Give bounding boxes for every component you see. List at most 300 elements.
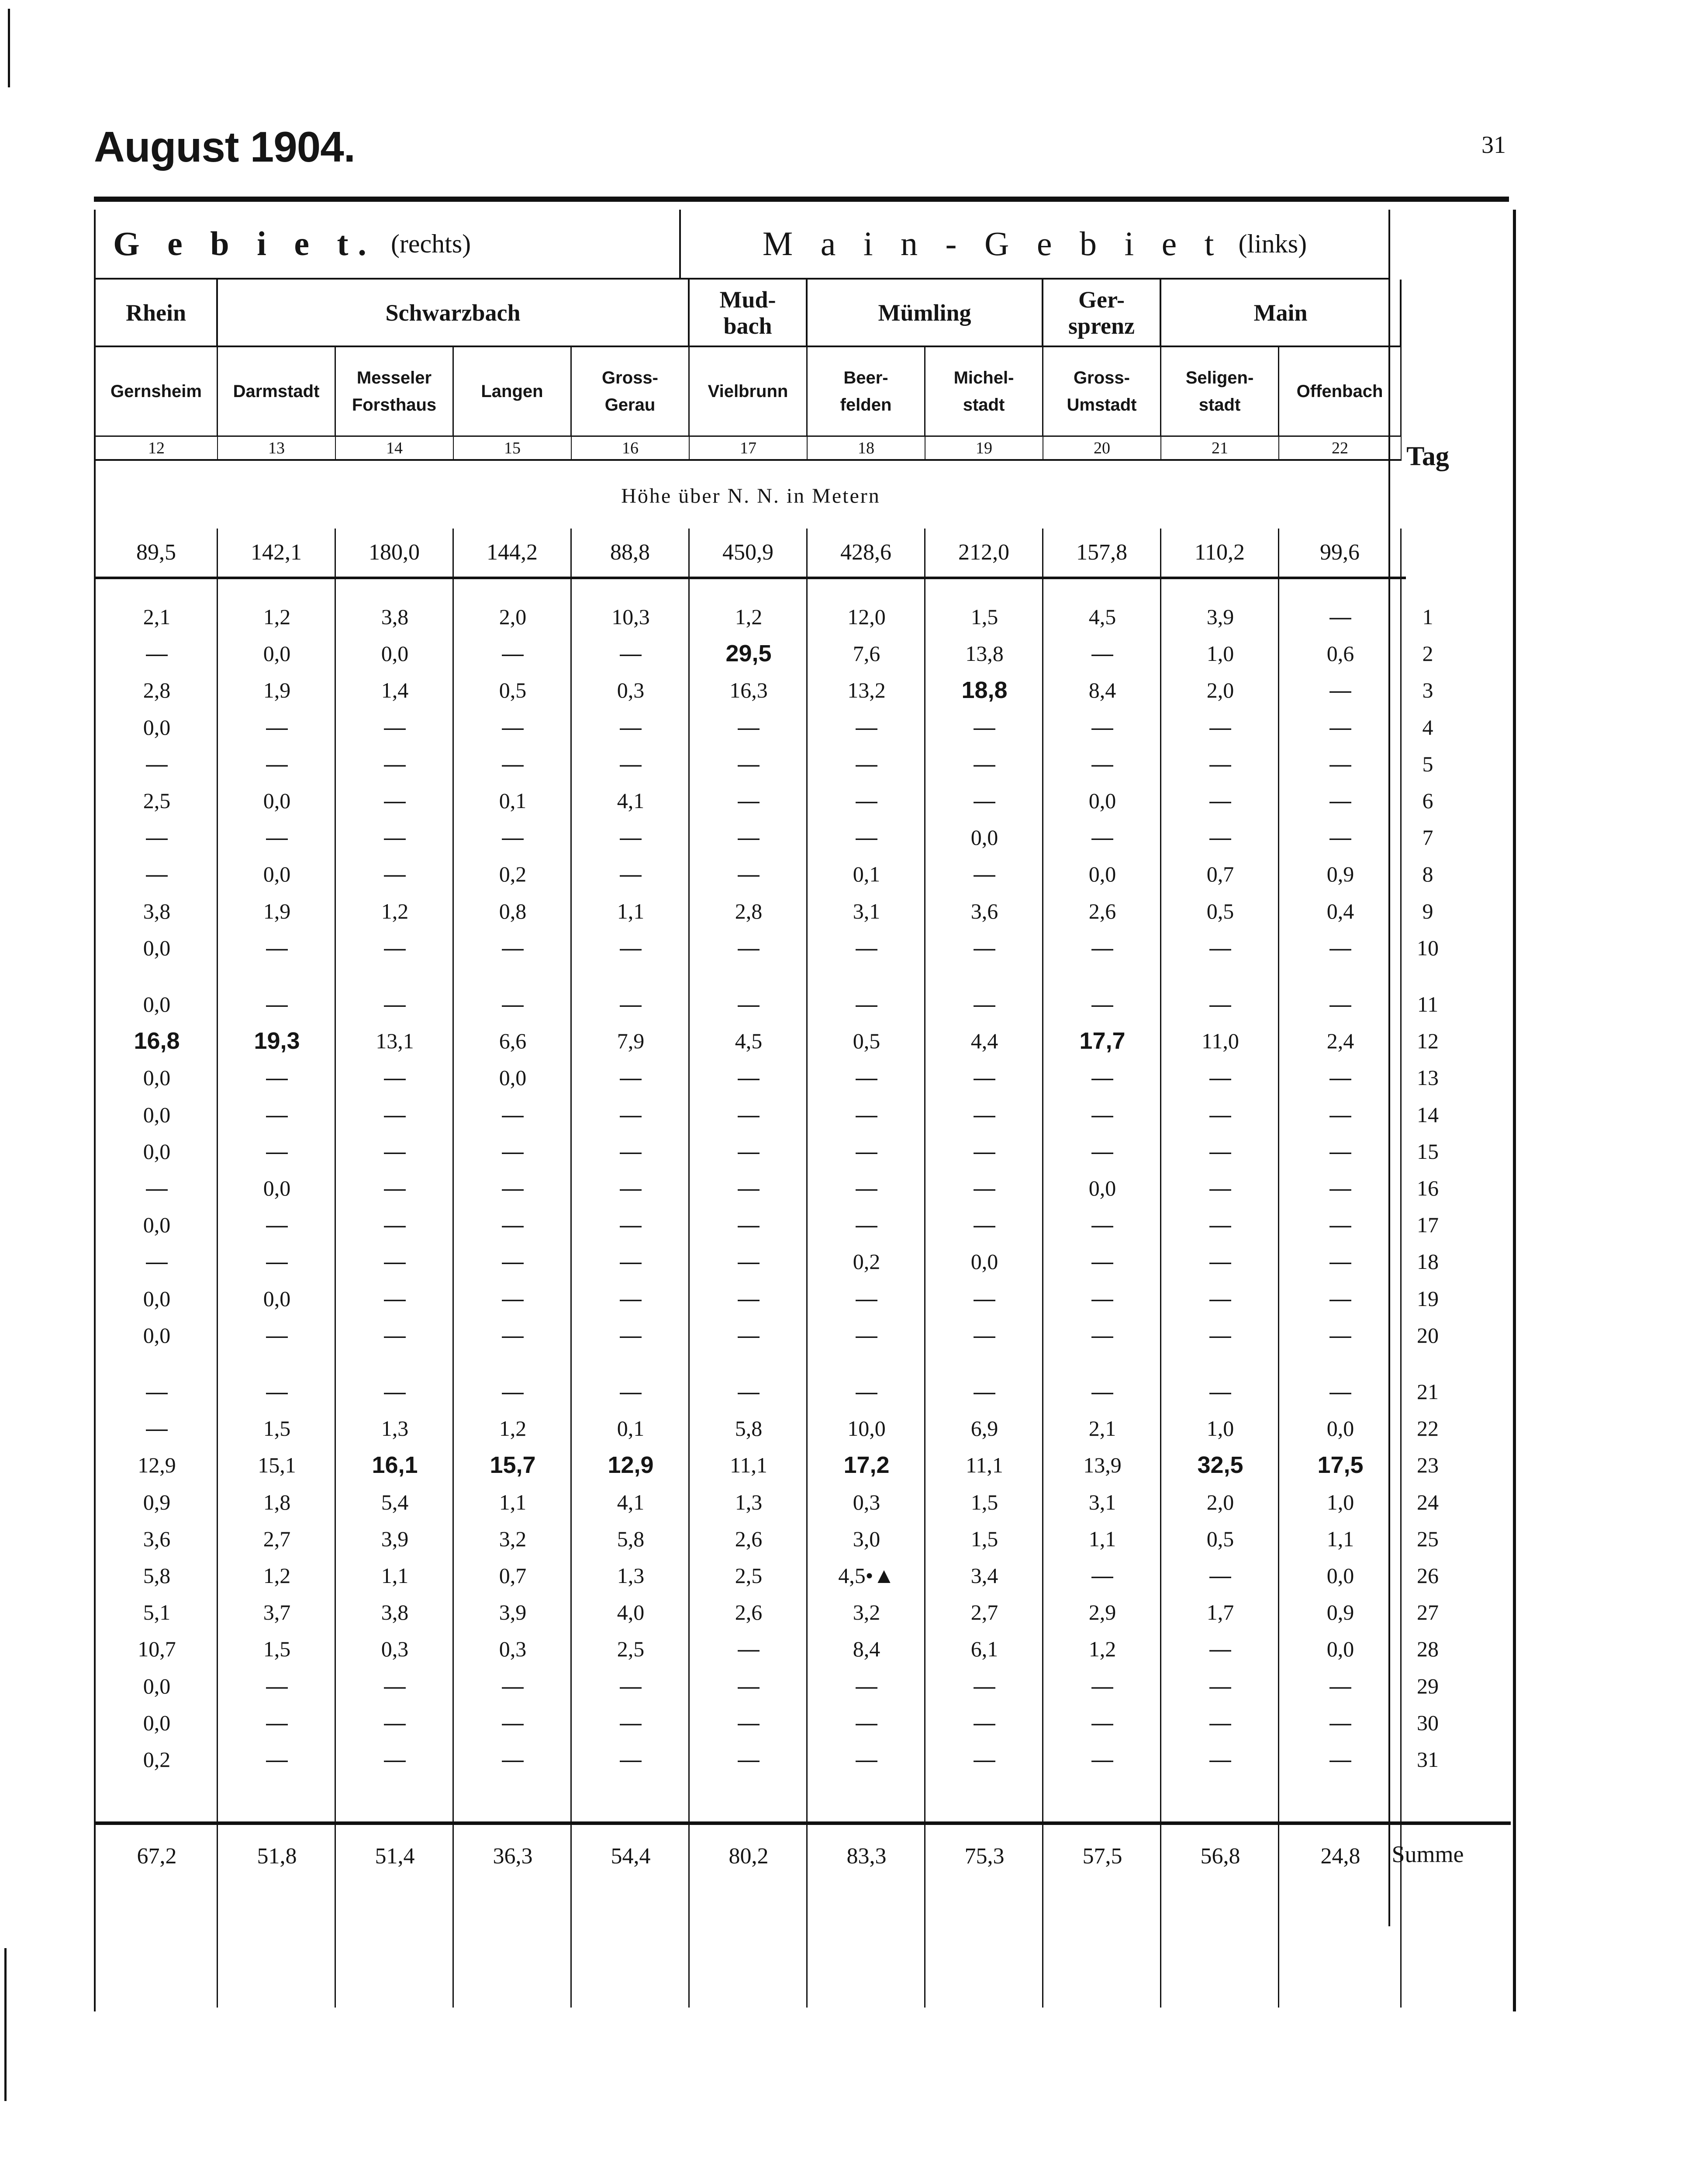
precip-value: —: [974, 1323, 995, 1348]
precip-value: —: [1329, 992, 1351, 1016]
precip-value: 0,0: [381, 641, 409, 666]
station-number: 18: [808, 437, 925, 461]
precip-value: 2,1: [1088, 1416, 1116, 1441]
precip-value: —: [974, 1673, 995, 1698]
precip-value: —: [146, 1379, 168, 1404]
table-row: [96, 1206, 1458, 1243]
precip-value: —: [1091, 1323, 1113, 1348]
precip-value: —: [266, 1065, 288, 1090]
precip-value: 0,0: [1326, 1563, 1354, 1588]
precip-value: 5,8: [143, 1563, 171, 1588]
precip-value: —: [1091, 1379, 1113, 1404]
precip-value: —: [974, 1102, 995, 1127]
table-row: [96, 1410, 1458, 1447]
precip-value: 0,0: [1088, 1176, 1116, 1200]
precip-value: 17,7: [1079, 1028, 1126, 1054]
precip-value: —: [974, 1747, 995, 1772]
precip-value: —: [1091, 1213, 1113, 1237]
precip-value: —: [266, 1102, 288, 1127]
page-title: August 1904.: [94, 123, 355, 171]
precip-value: 1,5: [970, 605, 998, 629]
precip-value: 3,6: [143, 1526, 171, 1551]
precip-value: —: [1329, 788, 1351, 813]
precip-value: —: [1329, 1323, 1351, 1348]
precip-value: 0,2: [143, 1747, 171, 1772]
precip-value: —: [1329, 1286, 1351, 1311]
precip-value: —: [856, 992, 877, 1016]
precip-value: 10,7: [138, 1637, 176, 1662]
precip-value: 0,5: [1206, 1526, 1234, 1551]
station-number: 16: [572, 437, 690, 461]
title-rule: [94, 197, 1509, 202]
precip-value: —: [620, 862, 642, 887]
precip-value: 0,2: [499, 862, 527, 887]
page-number: 31: [1481, 131, 1506, 159]
precip-value: 3,1: [853, 898, 880, 923]
precip-value: —: [738, 1637, 760, 1662]
table-row: [96, 746, 1458, 782]
precip-value: 7,6: [853, 641, 880, 666]
precip-value: 1,2: [381, 898, 409, 923]
table-row: [96, 1373, 1458, 1410]
station-number: 12: [96, 437, 218, 461]
precip-value: —: [620, 1286, 642, 1311]
precip-value: —: [384, 1379, 406, 1404]
precip-value: —: [620, 1673, 642, 1698]
station-altitude: 89,5: [96, 529, 218, 577]
day-number: 27: [1417, 1600, 1439, 1625]
precip-value: —: [502, 1379, 524, 1404]
precip-value: —: [1091, 1563, 1113, 1588]
precip-value: 0,5: [853, 1029, 880, 1054]
precip-value: —: [1091, 935, 1113, 960]
precip-value: —: [266, 935, 288, 960]
precip-value: 2,0: [1206, 1489, 1234, 1514]
precip-value: —: [856, 1102, 877, 1127]
precip-value: —: [384, 1176, 406, 1200]
precip-value: —: [384, 751, 406, 776]
precip-value: 0,0: [499, 1065, 527, 1090]
table-row: [96, 930, 1458, 966]
precip-value: —: [1329, 678, 1351, 703]
precip-value: —: [384, 825, 406, 850]
precip-value: —: [266, 1139, 288, 1164]
scan-edge-mark: [4, 1948, 7, 2101]
precip-value: 3,0: [853, 1526, 880, 1551]
precip-value: —: [738, 1176, 760, 1200]
precip-value: —: [146, 825, 168, 850]
precip-value: 0,0: [263, 1176, 291, 1200]
precip-value: —: [1209, 715, 1231, 740]
precip-value: —: [1329, 715, 1351, 740]
precip-value: 0,9: [143, 1489, 171, 1514]
precip-value: —: [1091, 825, 1113, 850]
precip-value: 0,0: [263, 788, 291, 813]
precip-value: —: [856, 935, 877, 960]
station-altitude: 157,8: [1043, 529, 1161, 577]
day-number: 9: [1422, 898, 1433, 923]
precip-value: 0,0: [143, 715, 171, 740]
table-row: [96, 1243, 1458, 1280]
table-row: [96, 1096, 1458, 1133]
summe-value: 83,3: [846, 1844, 887, 1869]
precip-value: —: [1209, 1379, 1231, 1404]
precip-value: 4,1: [617, 1489, 645, 1514]
precip-value: —: [1209, 1563, 1231, 1588]
altitude-title: Höhe über N. N. in Metern: [621, 484, 880, 508]
precip-value: 0,9: [1326, 1600, 1354, 1625]
precip-value: 7,9: [617, 1029, 645, 1054]
precip-value: 0,0: [143, 992, 171, 1016]
summe-value: 51,4: [375, 1844, 415, 1869]
day-number: 6: [1422, 788, 1433, 813]
table-row: [96, 1484, 1458, 1521]
precip-value: —: [502, 1673, 524, 1698]
precip-value: —: [620, 1249, 642, 1274]
table-row: [96, 1317, 1458, 1354]
precip-value: 0,9: [1326, 862, 1354, 887]
river-header: Ger- sprenz: [1043, 280, 1161, 347]
precip-value: —: [384, 935, 406, 960]
precip-value: —: [502, 1710, 524, 1735]
precip-value: 0,0: [263, 641, 291, 666]
precip-value: —: [1209, 751, 1231, 776]
day-number: 4: [1422, 715, 1433, 740]
precip-value: —: [856, 715, 877, 740]
precip-value: —: [620, 1176, 642, 1200]
precip-value: —: [384, 1139, 406, 1164]
precip-value: 1,8: [263, 1489, 291, 1514]
day-number: 24: [1417, 1489, 1439, 1514]
precip-value: 18,8: [961, 677, 1008, 704]
table-row: [96, 986, 1458, 1023]
precip-value: —: [384, 1286, 406, 1311]
precip-value: 0,5: [1206, 898, 1234, 923]
precip-value: —: [620, 1747, 642, 1772]
precip-value: 0,0: [263, 862, 291, 887]
precip-value: —: [1091, 1102, 1113, 1127]
precip-value: —: [384, 788, 406, 813]
day-number: 13: [1417, 1065, 1439, 1090]
station-altitude: 212,0: [925, 529, 1043, 577]
table-row: [96, 635, 1458, 672]
precip-value: 3,2: [499, 1526, 527, 1551]
precip-value: —: [738, 1710, 760, 1735]
summe-value: 36,3: [493, 1844, 533, 1869]
precip-value: —: [384, 1102, 406, 1127]
precip-value: 0,0: [143, 1286, 171, 1311]
precip-value: —: [502, 1747, 524, 1772]
precip-value: 0,0: [143, 1139, 171, 1164]
precip-value: 13,8: [965, 641, 1004, 666]
day-number: 21: [1417, 1379, 1439, 1404]
precip-value: —: [384, 1747, 406, 1772]
precip-value: 1,0: [1206, 1416, 1234, 1441]
precip-value: —: [738, 862, 760, 887]
precip-value: —: [1209, 1710, 1231, 1735]
precip-value: 0,0: [1326, 1637, 1354, 1662]
precip-value: 0,1: [853, 862, 880, 887]
precip-value: —: [1209, 1139, 1231, 1164]
precip-value: —: [1209, 1637, 1231, 1662]
precip-value: —: [1091, 1710, 1113, 1735]
precip-value: 19,3: [254, 1028, 300, 1054]
precip-value: 1,9: [263, 678, 291, 703]
precip-value: 15,1: [258, 1453, 296, 1478]
station-header: Messeler Forsthaus: [336, 347, 454, 437]
precip-value: —: [738, 1286, 760, 1311]
day-number: 23: [1417, 1453, 1439, 1478]
table-row: [96, 1704, 1458, 1741]
station-altitude: 110,2: [1161, 529, 1279, 577]
precip-value: 2,9: [1088, 1600, 1116, 1625]
precip-value: —: [620, 825, 642, 850]
precip-value: —: [502, 1102, 524, 1127]
precip-value: 0,7: [1206, 862, 1234, 887]
precip-value: —: [856, 788, 877, 813]
precip-value: 17,5: [1317, 1452, 1364, 1479]
precip-value: 0,0: [143, 1673, 171, 1698]
precip-value: —: [146, 1249, 168, 1274]
precip-value: —: [266, 1213, 288, 1237]
precip-value: —: [502, 641, 524, 666]
precip-value: —: [1209, 992, 1231, 1016]
day-number: 15: [1417, 1139, 1439, 1164]
precip-value: —: [1329, 751, 1351, 776]
right-group-header: [681, 210, 1388, 280]
table-row: [96, 1668, 1458, 1704]
day-number: 18: [1417, 1249, 1439, 1274]
precip-value: —: [1091, 1249, 1113, 1274]
precip-value: 1,1: [381, 1563, 409, 1588]
precip-value: 1,5: [970, 1489, 998, 1514]
precip-value: —: [502, 1323, 524, 1348]
precip-value: —: [856, 1139, 877, 1164]
precip-value: —: [266, 825, 288, 850]
precip-value: 2,5: [617, 1637, 645, 1662]
precip-value: 1,1: [1088, 1526, 1116, 1551]
precip-value: 3,8: [381, 1600, 409, 1625]
precip-value: —: [620, 715, 642, 740]
precip-value: —: [1209, 1747, 1231, 1772]
precip-value: —: [856, 751, 877, 776]
precip-value: —: [1329, 1213, 1351, 1237]
precip-value: 3,9: [499, 1600, 527, 1625]
precip-value: —: [738, 825, 760, 850]
day-number: 30: [1417, 1710, 1439, 1735]
precip-value: —: [856, 1747, 877, 1772]
precip-value: 4,1: [617, 788, 645, 813]
precip-value: —: [620, 751, 642, 776]
precip-value: 17,2: [843, 1452, 890, 1479]
precip-value: —: [620, 1710, 642, 1735]
precip-value: 1,7: [1206, 1600, 1234, 1625]
precip-value: —: [266, 1323, 288, 1348]
precip-value: 1,3: [735, 1489, 763, 1514]
precip-value: 3,4: [970, 1563, 998, 1588]
precip-value: —: [620, 1102, 642, 1127]
precip-value: —: [502, 715, 524, 740]
precip-value: —: [620, 1213, 642, 1237]
precip-value: 4,0: [617, 1600, 645, 1625]
precip-value: 0,0: [143, 1710, 171, 1735]
precip-value: —: [1091, 641, 1113, 666]
precip-value: —: [384, 1323, 406, 1348]
precip-value: —: [974, 1176, 995, 1200]
table-row: [96, 1023, 1458, 1059]
table-row: [96, 598, 1458, 635]
table-row: [96, 893, 1458, 930]
station-header: Vielbrunn: [690, 347, 808, 437]
precip-value: 11,0: [1202, 1029, 1239, 1054]
scan-edge-mark: [8, 9, 10, 87]
precip-value: —: [384, 1249, 406, 1274]
river-header: Mümling: [808, 280, 1043, 347]
precip-value: 3,1: [1088, 1489, 1116, 1514]
precip-value: 1,9: [263, 898, 291, 923]
precip-value: 2,0: [499, 605, 527, 629]
precip-value: 2,7: [970, 1600, 998, 1625]
precip-value: —: [856, 1379, 877, 1404]
table-row: [96, 1741, 1458, 1778]
precip-value: 5,4: [381, 1489, 409, 1514]
precip-value: —: [146, 1416, 168, 1441]
station-header: Beer- felden: [808, 347, 925, 437]
precip-value: —: [384, 715, 406, 740]
precip-value: —: [620, 935, 642, 960]
river-header: Schwarzbach: [218, 280, 690, 347]
precip-value: 11,1: [966, 1453, 1003, 1478]
table-row: [96, 1631, 1458, 1667]
precip-value: —: [1329, 935, 1351, 960]
precip-value: —: [384, 1213, 406, 1237]
rainfall-table: [94, 210, 1511, 2011]
station-header: Gernsheim: [96, 347, 218, 437]
summe-value: 80,2: [729, 1844, 769, 1869]
day-number: 31: [1417, 1747, 1439, 1772]
precip-value: —: [266, 751, 288, 776]
precip-value: 0,3: [617, 678, 645, 703]
precip-value: 0,3: [499, 1637, 527, 1662]
precip-value: —: [1209, 935, 1231, 960]
precip-value: —: [1209, 1102, 1231, 1127]
station-header: Gross- Gerau: [572, 347, 690, 437]
day-number: 26: [1417, 1563, 1439, 1588]
table-row: [96, 1059, 1458, 1096]
precip-value: —: [266, 1673, 288, 1698]
precip-value: —: [738, 1747, 760, 1772]
precip-value: —: [1209, 1286, 1231, 1311]
precip-value: —: [384, 992, 406, 1016]
precip-value: —: [620, 1139, 642, 1164]
precip-value: —: [738, 1323, 760, 1348]
precip-value: —: [974, 715, 995, 740]
station-header: Michel- stadt: [925, 347, 1043, 437]
precip-value: —: [502, 1176, 524, 1200]
precip-value: —: [974, 751, 995, 776]
precip-value: —: [1329, 1710, 1351, 1735]
precip-value: —: [266, 1747, 288, 1772]
precip-value: 0,0: [143, 1213, 171, 1237]
station-number: 22: [1279, 437, 1402, 461]
precip-value: —: [620, 992, 642, 1016]
precip-value: 4,5: [735, 1029, 763, 1054]
precip-value: 0,0: [1326, 1416, 1354, 1441]
tag-header: Tag: [1406, 441, 1449, 471]
precip-value: —: [146, 641, 168, 666]
precip-value: 3,6: [970, 898, 998, 923]
precip-value: 5,8: [735, 1416, 763, 1441]
precip-value: —: [738, 935, 760, 960]
table-row: [96, 856, 1458, 892]
precip-value: 2,5: [143, 788, 171, 813]
summe-label: Summe: [1392, 1841, 1464, 1867]
precip-value: —: [974, 935, 995, 960]
precip-value: —: [502, 825, 524, 850]
precip-value: —: [1329, 1379, 1351, 1404]
precip-value: 1,2: [263, 1563, 291, 1588]
day-number: 19: [1417, 1286, 1439, 1311]
precip-value: 1,5: [263, 1637, 291, 1662]
precip-value: 32,5: [1197, 1452, 1243, 1479]
precip-value: 12,9: [138, 1453, 176, 1478]
precip-value: —: [502, 1249, 524, 1274]
precip-value: —: [266, 1710, 288, 1735]
day-number: 28: [1417, 1637, 1439, 1662]
precip-value: —: [384, 1710, 406, 1735]
precip-value: —: [856, 1673, 877, 1698]
precip-value: 2,6: [1088, 898, 1116, 923]
precip-value: —: [1329, 1673, 1351, 1698]
day-number: 16: [1417, 1176, 1439, 1200]
station-header: Langen: [454, 347, 572, 437]
precip-value: —: [974, 992, 995, 1016]
precip-value: —: [1209, 1249, 1231, 1274]
precip-value: —: [620, 1323, 642, 1348]
precip-value: 0,7: [499, 1563, 527, 1588]
precip-value: 0,0: [970, 825, 998, 850]
table-row: [96, 709, 1458, 746]
precip-value: —: [738, 788, 760, 813]
summe-value: 51,8: [257, 1844, 297, 1869]
precip-value: 3,2: [853, 1600, 880, 1625]
station-number: 14: [336, 437, 454, 461]
station-altitude: 428,6: [808, 529, 925, 577]
precip-value: 16,1: [372, 1452, 418, 1479]
precip-value: —: [1329, 1249, 1351, 1274]
summe-value: 57,5: [1082, 1844, 1122, 1869]
precip-value: 1,5: [970, 1526, 998, 1551]
precip-value: 3,9: [381, 1526, 409, 1551]
precip-value: 2,7: [263, 1526, 291, 1551]
precip-value: 0,3: [853, 1489, 880, 1514]
precip-value: —: [974, 1213, 995, 1237]
left-group-sub: (rechts): [390, 229, 471, 258]
precip-value: 2,8: [143, 678, 171, 703]
precip-value: —: [738, 1065, 760, 1090]
precip-value: 3,8: [143, 898, 171, 923]
precip-value: —: [1091, 1139, 1113, 1164]
day-number: 29: [1417, 1673, 1439, 1698]
precip-value: —: [738, 1102, 760, 1127]
precip-value: —: [620, 1065, 642, 1090]
precip-value: —: [146, 751, 168, 776]
day-number: 12: [1417, 1029, 1439, 1054]
precip-value: —: [1329, 605, 1351, 629]
precip-value: 1,5: [263, 1416, 291, 1441]
precip-value: —: [1329, 1747, 1351, 1772]
precip-value: 16,8: [134, 1028, 180, 1054]
